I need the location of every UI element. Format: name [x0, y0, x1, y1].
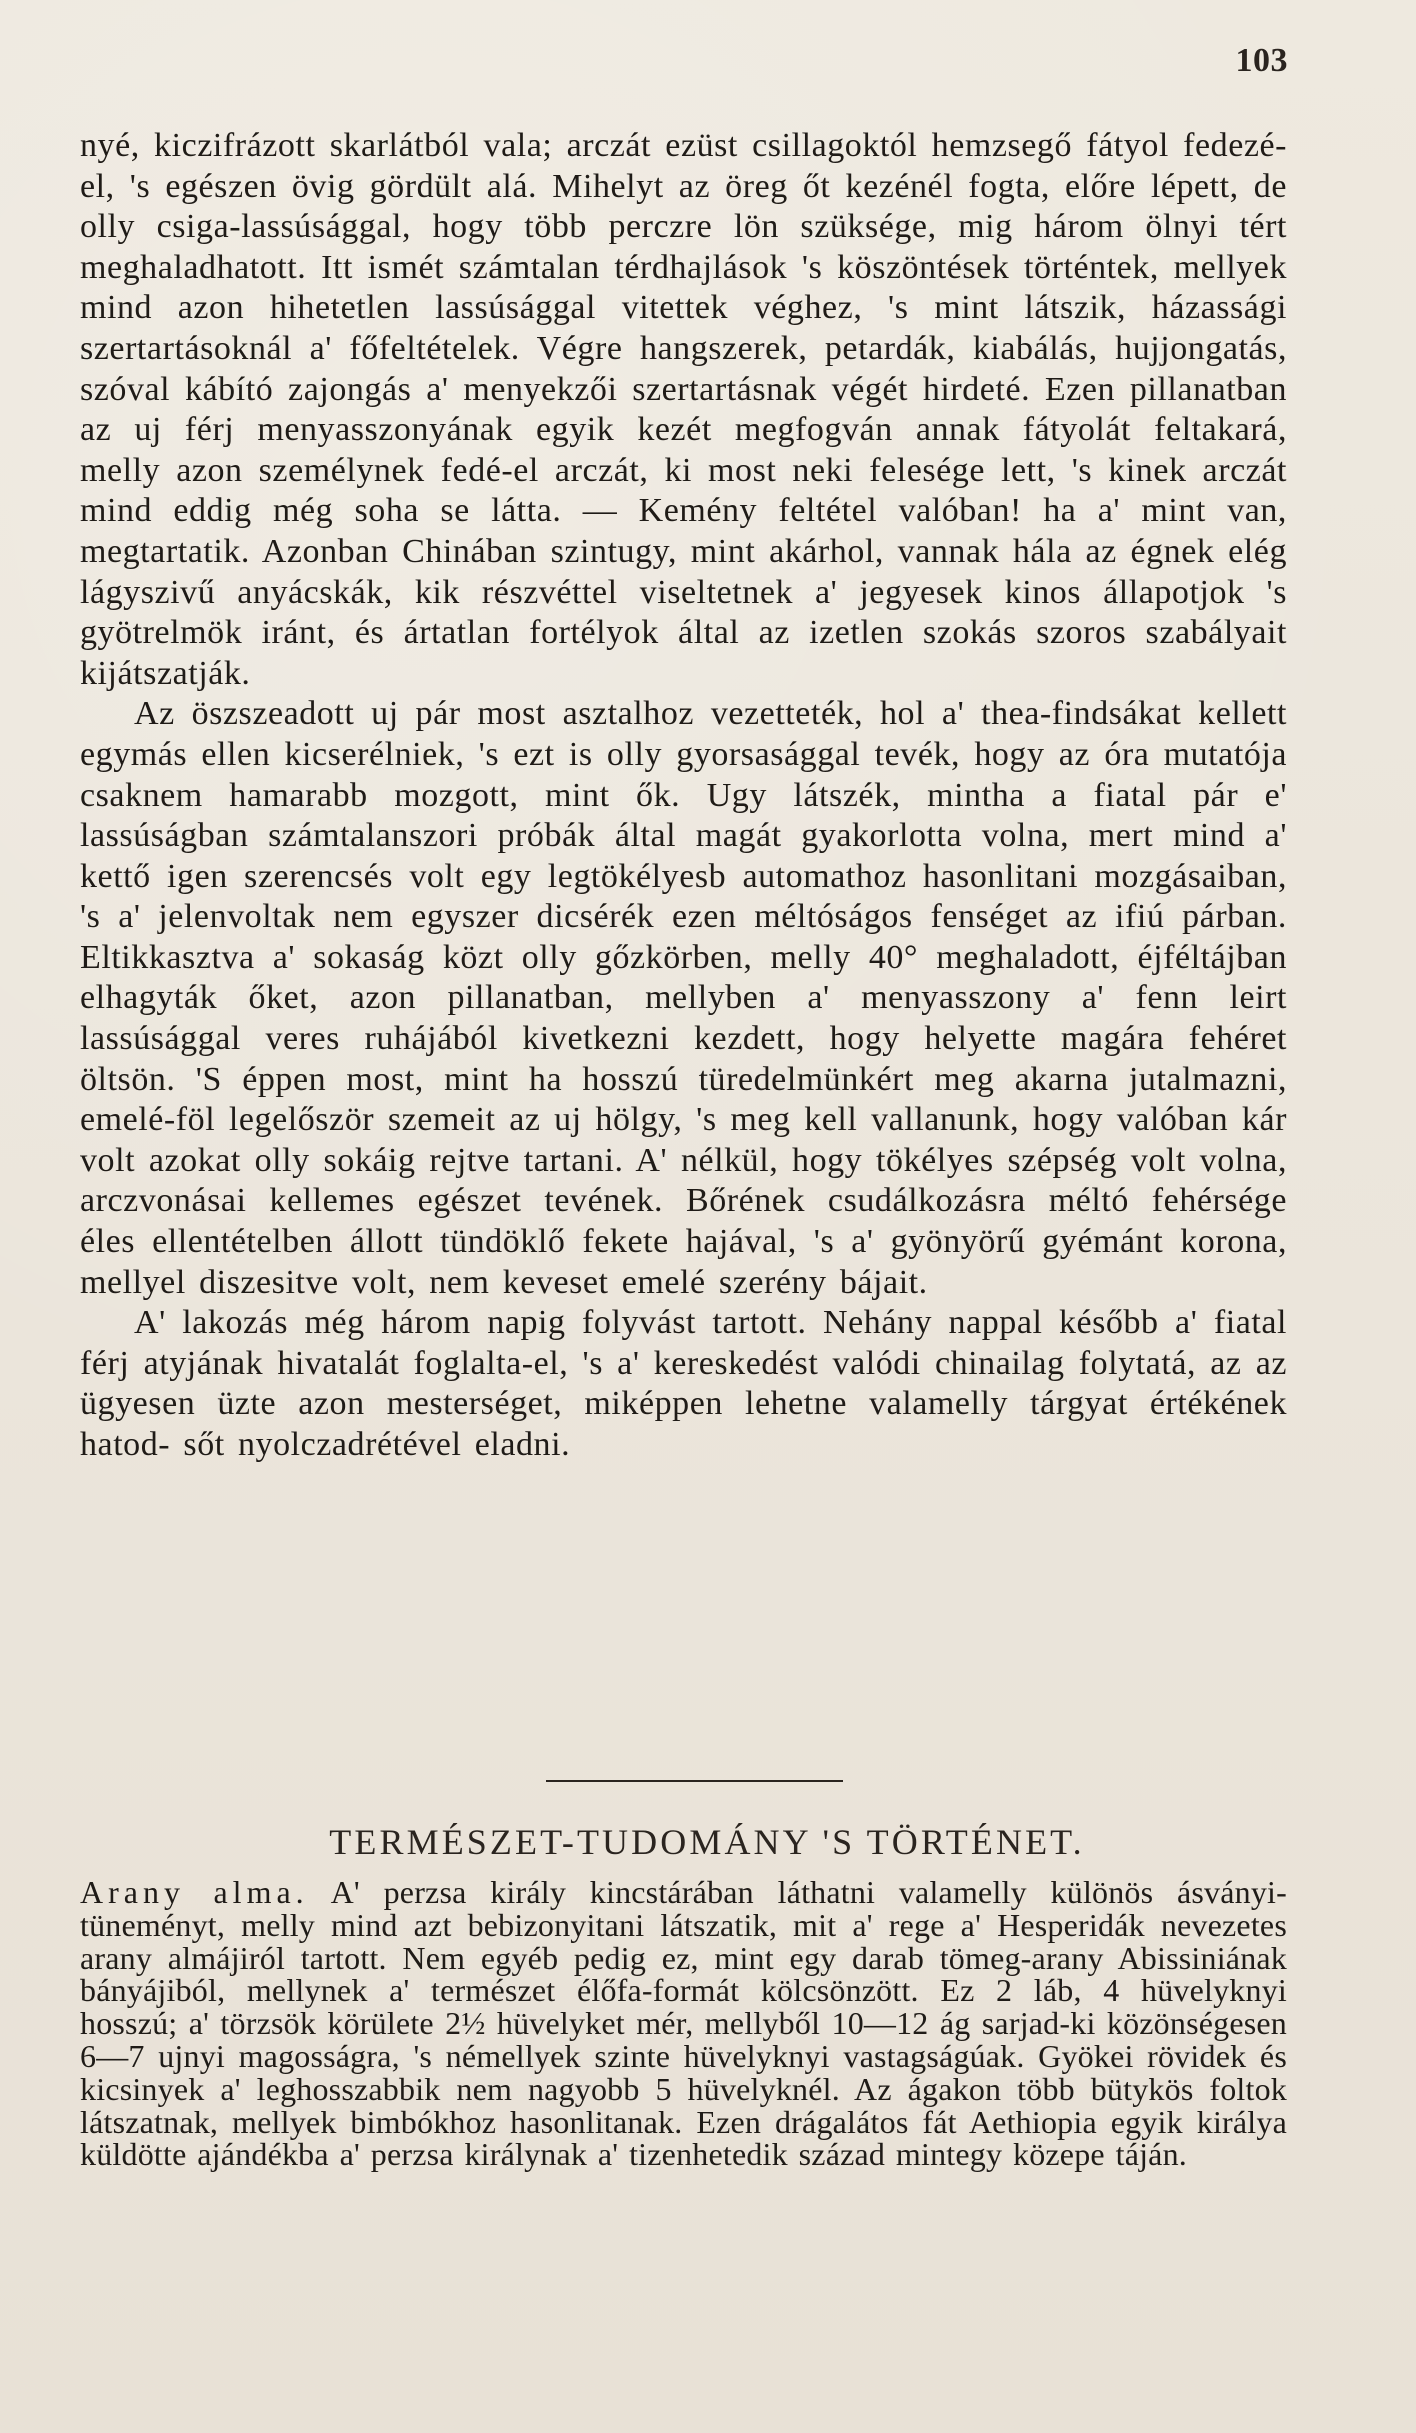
section-divider — [546, 1780, 843, 1782]
body-paragraph-1: nyé, kiczifrázott skarlátból vala; arczát ezüst csillagoktól hemzsegő fátyol fedezé-el, 's egészen övig gördült alá. Mihelyt az öreg őt kezénél fogta, előre lépett, de olly csiga-lassúsággal, hogy több perczre lön szüksége, mig három ölnyi tért meghaladhatott. Itt ismét számtalan térdhajlások 's köszöntések történtek, mellyek mind azon hihetetlen lassúsággal vitettek véghez, 's mint látszik, házassági szertartásoknál a' főfeltételek. Végre hangszerek, petardák, kiabálás, hujjongatás, szóval kábító zajongás a' menyekzői szertartásnak végét hirdeté. Ezen pillanatban az uj férj menyasszonyának egyik kezét megfogván annak fátyolát feltakará, melly azon személynek fedé-el arczát, ki most neki felesége lett, 's kinek arczát mind eddig még soha se látta. — Kemény feltétel valóban! ha a' mint van, megtartatik. Azonban Chinában szintugy, mint akárhol, vannak hála az égnek elég lágyszivű anyácskák, kik részvéttel viseltetnek a' jegyesek kinos állapotjok 's gyötrelmök iránt, és ártatlan fortélyok által az izetlen szokás szoros szabályait kijátszatják. — [80, 127, 1287, 692]
page-number: 103 — [1235, 42, 1288, 79]
section-paragraph — [80, 1876, 1287, 2171]
section-lead: Arany alma. — [80, 1874, 309, 1910]
main-text-column — [80, 126, 1287, 1466]
section-body: A' perzsa király kincstárában láthatni valamelly különös ásványi-tüneményt, melly mind azt bebizonyitani látszatik, mit a' rege a' Hesperidák nevezetes arany almájiról tartott. Nem egyéb pedig ez, mint egy darab tömeg-arany Abissiniának bányájiból, mellynek a' természet élőfa-formát kölcsönzött. Ez 2 láb, 4 hüvelyknyi hosszú; a' törzsök körülete 2½ hüvelyket mér, mellyből 10—12 ág sarjad-ki közönségesen 6—7 ujnyi magosságra, 's némellyek szinte hüvelyknyi vastagságúak. Gyökei rövidek és kicsinyek a' leghosszabbik nem nagyobb 5 hüvelyknél. Az ágakon több bütykös foltok látszatnak, mellyek bimbókhoz hasonlitanak. Ezen drágalátos fát Aethiopia egyik királya küldötte ajándékba a' perzsa királynak a' tizenhetedik század mintegy közepe táján. — [80, 1874, 1287, 2173]
section-heading: TERMÉSZET-TUDOMÁNY 'S TÖRTÉNET. — [329, 1822, 1085, 1862]
body-paragraph-3: A' lakozás még három napig folyvást tartott. Nehány nappal később a' fiatal férj atyjának hivatalát foglalta-el, 's a' kereskedést valódi chinailag folytatá, az az ügyesen üzte azon mesterséget, miképpen lehetne valamelly tárgyat értékének hatod- sőt nyolczadrétével eladni. — [80, 1304, 1287, 1463]
section-text-column — [80, 1876, 1287, 2171]
body-paragraph-2: Az öszszeadott uj pár most asztalhoz vezetteték, hol a' thea-findsákat kellett egymás ellen kicserélniek, 's ezt is olly gyorsasággal tevék, hogy az óra mutatója csaknem hamarabb mozgott, mint ők. Ugy látszék, mintha a fiatal pár e' lassúságban számtalanszori próbák által magát gyakorlotta volna, mert mind a' kettő igen szerencsés volt egy legtökélyesb automathoz hasonlitani mozgásaiban, 's a' jelenvoltak nem egyszer dicsérék ezen méltóságos fenséget az ifiú párban. Eltikkasztva a' sokaság közt olly gőzkörben, melly 40° meghaladott, éjféltájban elhagyták őket, azon pillanatban, mellyben a' menyasszony a' fenn leirt lassúsággal veres ruhájából kivetkezni kezdett, hogy helyette magára fehéret öltsön. 'S éppen most, mint ha hosszú türedelmünkért meg akarna jutalmazni, emelé-föl legelőször szemeit az uj hölgy, 's meg kell vallanunk, hogy valóban kár volt azokat olly sokáig rejtve tartani. A' nélkül, hogy tökélyes szépség volt volna, arczvonásai kellemes egészet tevének. Bőrének csudálkozásra méltó fehérsége éles ellentételben állott tündöklő fekete hajával, 's a' gyönyörű gyémánt korona, mellyel diszesitve volt, nem keveset emelé szerény bájait. — [80, 695, 1287, 1301]
